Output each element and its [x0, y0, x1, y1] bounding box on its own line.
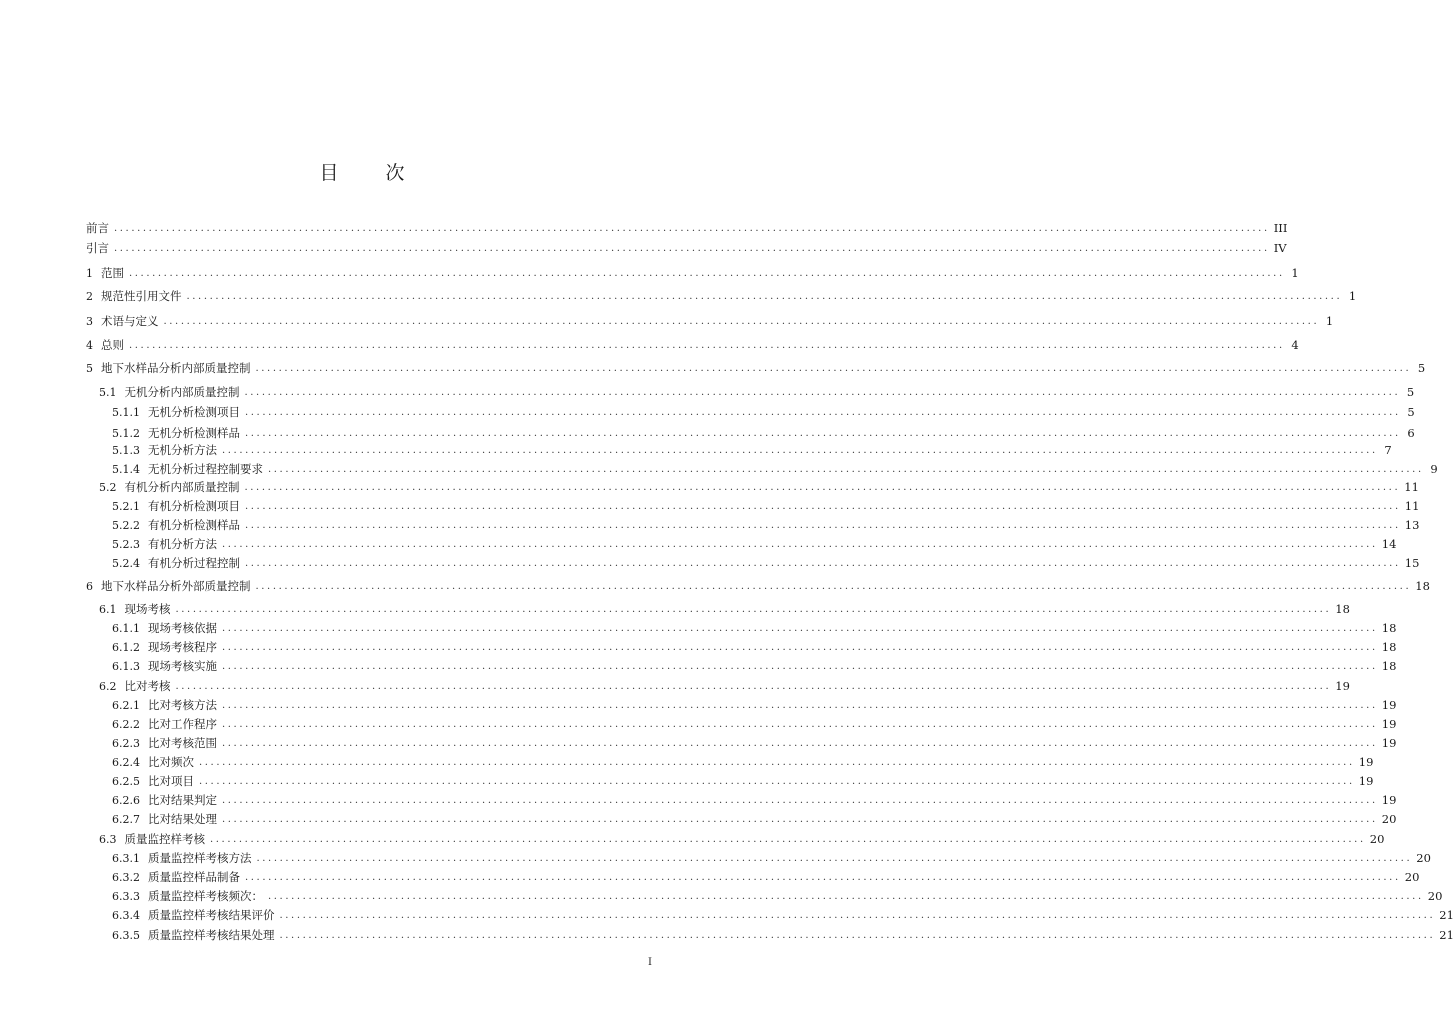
toc-leader-dots: ........................................................................................................................................................................................................ [222, 794, 1378, 806]
toc-leader-dots: ........................................................................................................................................................................................................ [129, 339, 1285, 351]
toc-entry-heading [112, 811, 217, 827]
toc-entry-label: 比对结果判定 [148, 793, 217, 807]
toc-entry-page: III [1273, 221, 1288, 235]
toc-entry-number: 4 [86, 338, 93, 352]
toc-entry-label: 地下水样品分析外部质量控制 [101, 579, 251, 593]
toc-entry-heading [112, 639, 217, 655]
toc-entry-label: 现场考核实施 [148, 659, 217, 673]
toc-entry-page: 9 [1430, 462, 1438, 476]
toc-leader-dots: ........................................................................................................................................................................................................ [244, 481, 1401, 493]
toc-entry-heading [112, 773, 194, 789]
toc-entry-label: 质量监控样考核频次： [148, 889, 263, 903]
toc-entry-label: 质量监控样考核方法 [148, 851, 252, 865]
toc-entry-number: 6.2.4 [112, 755, 140, 769]
toc-entry-heading [86, 240, 109, 256]
toc-entry-label: 术语与定义 [101, 314, 159, 328]
toc-entry-page: 4 [1291, 338, 1299, 352]
toc-leader-dots: ........................................................................................................................................................................................................ [268, 463, 1424, 475]
toc-entry[interactable] [112, 772, 1374, 790]
toc-leader-dots: ........................................................................................................................................................................................................ [222, 699, 1378, 711]
toc-entry-page: 1 [1348, 289, 1357, 303]
toc-entry-label: 质量监控样考核结果处理 [148, 928, 275, 942]
toc-entry-number: 6.3.3 [112, 889, 140, 903]
toc-entry-page: 20 [1416, 851, 1431, 865]
toc-leader-dots: ........................................................................................................................................................................................................ [175, 603, 1332, 615]
toc-leader-dots: ........................................................................................................................................................................................................ [222, 538, 1378, 550]
toc-leader-dots: ........................................................................................................................................................................................................ [255, 580, 1412, 592]
toc-entry-page: 18 [1381, 640, 1397, 654]
toc-entry-label: 有机分析检测样品 [148, 518, 240, 532]
toc-entry-page: 5 [1417, 361, 1426, 375]
toc-leader-dots: ........................................................................................................................................................................................................ [114, 242, 1270, 254]
toc-entry-page: 19 [1358, 774, 1374, 788]
toc-entry-page: 11 [1404, 499, 1420, 513]
toc-entry-label: 比对结果处理 [148, 812, 217, 826]
toc-leader-dots: ........................................................................................................................................................................................................ [245, 427, 1401, 439]
toc-leader-dots: ........................................................................................................................................................................................................ [129, 267, 1285, 279]
toc-entry-heading [86, 265, 124, 281]
toc-entry-label: 比对考核方法 [148, 698, 217, 712]
toc-entry-page: 14 [1381, 537, 1397, 551]
toc-entry-label: 比对考核范围 [148, 736, 217, 750]
toc-leader-dots: ........................................................................................................................................................................................................ [222, 444, 1378, 456]
toc-entry[interactable] [86, 577, 1430, 595]
toc-entry-heading [112, 907, 275, 923]
toc-entry-page: 1 [1291, 266, 1299, 280]
toc-entry-label: 有机分析过程控制 [148, 556, 240, 570]
toc-entry-number: 6.2 [99, 679, 117, 693]
toc-entry-heading [112, 536, 217, 552]
toc-entry-number: 5 [86, 361, 93, 375]
toc-entry-label: 有机分析检测项目 [148, 499, 240, 513]
toc-entry-label: 引言 [86, 241, 109, 255]
toc-entry-number: 6.3 [99, 832, 117, 846]
toc-entry-number: 6.2.3 [112, 736, 140, 750]
toc-entry[interactable] [112, 497, 1420, 515]
toc-entry-label: 无机分析内部质量控制 [124, 385, 240, 399]
toc-entry[interactable] [112, 849, 1431, 867]
toc-entry-page: 19 [1335, 679, 1350, 693]
toc-entry[interactable] [86, 359, 1426, 377]
toc-entry[interactable] [112, 460, 1438, 478]
toc-entry-number: 5.1.2 [112, 426, 140, 440]
toc-entry-number: 5.1.3 [112, 443, 140, 457]
toc-entry-heading [112, 404, 240, 420]
toc-entry-label: 前言 [86, 221, 109, 235]
toc-leader-dots: ........................................................................................................................................................................................................ [222, 660, 1378, 672]
toc-entry[interactable] [86, 336, 1299, 354]
toc-entry-number: 6.3.5 [112, 928, 140, 942]
toc-entry-page: 5 [1407, 405, 1415, 419]
toc-entry-page: 19 [1358, 755, 1374, 769]
toc-entry-label: 地下水样品分析内部质量控制 [101, 361, 251, 375]
toc-entry-heading [112, 927, 275, 943]
toc-entry-number: 6.2.5 [112, 774, 140, 788]
toc-entry-heading [112, 869, 240, 885]
toc-entry-heading [99, 479, 240, 495]
toc-entry[interactable] [86, 287, 1357, 305]
toc-entry-label: 现场考核程序 [148, 640, 217, 654]
toc-entry-number: 5.2.4 [112, 556, 140, 570]
toc-entry[interactable] [112, 554, 1420, 572]
toc-entry-page: IV [1273, 241, 1287, 255]
toc-entry-number: 3 [86, 314, 93, 328]
toc-entry-page: 18 [1381, 659, 1397, 673]
toc-entry-page: 20 [1427, 889, 1443, 903]
toc-leader-dots: ........................................................................................................................................................................................................ [245, 871, 1401, 883]
toc-entry[interactable] [112, 638, 1397, 656]
toc-entry-label: 无机分析检测样品 [148, 426, 240, 440]
toc-entry-page: 6 [1407, 426, 1415, 440]
toc-entry-number: 1 [86, 266, 93, 280]
toc-entry-page: 18 [1415, 579, 1430, 593]
toc-entry[interactable] [99, 383, 1415, 401]
toc-leader-dots: ........................................................................................................................................................................................................ [175, 680, 1332, 692]
toc-entry-page: 5 [1406, 385, 1415, 399]
toc-entry[interactable] [112, 619, 1397, 637]
footer-page-number: I [648, 957, 652, 968]
toc-entry-label: 比对项目 [148, 774, 194, 788]
toc-entry-number: 6.2.6 [112, 793, 140, 807]
toc-entry-number: 5.2 [99, 480, 117, 494]
page-title: 目 次 [319, 162, 419, 184]
toc-entry-label: 比对工作程序 [148, 717, 217, 731]
toc-entry-label: 无机分析过程控制要求 [148, 462, 263, 476]
toc-entry[interactable] [112, 753, 1374, 771]
toc-entry-label: 规范性引用文件 [101, 289, 182, 303]
toc-entry-heading [112, 517, 240, 533]
toc-entry-heading [112, 442, 217, 458]
toc-entry-number: 5.2.2 [112, 518, 140, 532]
toc-entry-heading [112, 425, 240, 441]
toc-entry[interactable] [99, 830, 1385, 848]
toc-entry-number: 6.1.3 [112, 659, 140, 673]
toc-leader-dots: ........................................................................................................................................................................................................ [279, 909, 1436, 921]
toc-entry[interactable] [112, 424, 1415, 442]
toc-entry-label: 有机分析方法 [148, 537, 217, 551]
toc-leader-dots: ........................................................................................................................................................................................................ [245, 557, 1401, 569]
toc-leader-dots: ........................................................................................................................................................................................................ [114, 222, 1270, 234]
toc-leader-dots: ........................................................................................................................................................................................................ [255, 362, 1412, 374]
toc-entry[interactable] [99, 600, 1350, 618]
toc-leader-dots: ........................................................................................................................................................................................................ [244, 386, 1401, 398]
toc-entry-number: 6.3.4 [112, 908, 140, 922]
toc-leader-dots: ........................................................................................................................................................................................................ [163, 315, 1320, 327]
toc-entry[interactable] [112, 887, 1443, 905]
toc-entry-heading [86, 578, 251, 594]
toc-entry-page: 21 [1439, 908, 1454, 922]
toc-entry[interactable] [112, 810, 1397, 828]
toc-entry-heading [112, 716, 217, 732]
toc-entry-label: 质量监控样品制备 [148, 870, 240, 884]
toc-entry-page: 7 [1384, 443, 1392, 457]
toc-leader-dots: ........................................................................................................................................................................................................ [256, 852, 1413, 864]
toc-entry-heading [99, 831, 205, 847]
toc-entry-heading [112, 792, 217, 808]
toc-entry-number: 6.2.1 [112, 698, 140, 712]
toc-entry-heading [86, 288, 182, 304]
toc-entry-number: 6.3.1 [112, 851, 140, 865]
toc-leader-dots: ........................................................................................................................................................................................................ [186, 290, 1343, 302]
toc-entry[interactable] [112, 906, 1454, 924]
toc-entry-page: 20 [1404, 870, 1420, 884]
toc-leader-dots: ........................................................................................................................................................................................................ [279, 929, 1436, 941]
toc-entry-page: 19 [1381, 736, 1397, 750]
toc-entry-heading [112, 658, 217, 674]
toc-entry-label: 无机分析方法 [148, 443, 217, 457]
toc-entry-page: 15 [1404, 556, 1420, 570]
toc-entry-page: 18 [1335, 602, 1350, 616]
toc-entry-number: 6.1.2 [112, 640, 140, 654]
toc-entry-page: 20 [1381, 812, 1397, 826]
toc-entry-number: 5.1.1 [112, 405, 140, 419]
toc-entry-label: 有机分析内部质量控制 [124, 480, 240, 494]
toc-entry-page: 13 [1404, 518, 1420, 532]
toc-entry-heading [112, 888, 263, 904]
toc-leader-dots: ........................................................................................................................................................................................................ [268, 890, 1424, 902]
toc-leader-dots: ........................................................................................................................................................................................................ [245, 406, 1401, 418]
toc-entry-heading [86, 313, 159, 329]
toc-leader-dots: ........................................................................................................................................................................................................ [222, 641, 1378, 653]
toc-entry-heading [86, 360, 251, 376]
toc-entry-label: 无机分析检测项目 [148, 405, 240, 419]
toc-entry-page: 1 [1325, 314, 1334, 328]
toc-entry-number: 5.1.4 [112, 462, 140, 476]
toc-entry[interactable] [112, 441, 1392, 459]
toc-entry[interactable] [99, 478, 1419, 496]
toc-entry-heading [112, 754, 194, 770]
toc-entry-heading [112, 498, 240, 514]
toc-entry-heading [112, 735, 217, 751]
toc-leader-dots: ........................................................................................................................................................................................................ [222, 737, 1378, 749]
toc-entry-page: 19 [1381, 717, 1397, 731]
toc-entry[interactable] [86, 239, 1287, 257]
toc-entry-heading [99, 601, 171, 617]
toc-entry-page: 19 [1381, 793, 1397, 807]
toc-entry-label: 总则 [101, 338, 124, 352]
toc-entry-heading [99, 678, 171, 694]
toc-entry-page: 18 [1381, 621, 1397, 635]
toc-entry[interactable] [112, 535, 1397, 553]
toc-entry[interactable] [112, 403, 1415, 421]
toc-leader-dots: ........................................................................................................................................................................................................ [199, 756, 1355, 768]
toc-leader-dots: ........................................................................................................................................................................................................ [222, 813, 1378, 825]
toc-entry[interactable] [86, 312, 1334, 330]
toc-entry[interactable] [112, 791, 1397, 809]
toc-entry-page: 20 [1369, 832, 1385, 846]
toc-entry-label: 比对频次 [148, 755, 194, 769]
toc-entry[interactable] [112, 926, 1454, 944]
toc-entry[interactable] [86, 264, 1299, 282]
toc-entry-heading [112, 697, 217, 713]
toc-entry[interactable] [112, 516, 1420, 534]
toc-entry-number: 2 [86, 289, 93, 303]
toc-entry-heading [112, 850, 252, 866]
toc-entry-number: 6.2.7 [112, 812, 140, 826]
toc-entry-label: 现场考核 [124, 602, 171, 616]
toc-entry-number: 6.1 [99, 602, 117, 616]
toc-leader-dots: ........................................................................................................................................................................................................ [222, 718, 1378, 730]
toc-entry[interactable] [86, 219, 1288, 237]
toc-entry-label: 比对考核 [124, 679, 171, 693]
toc-entry-heading [86, 220, 109, 236]
toc-entry-heading [99, 384, 240, 400]
toc-entry[interactable] [112, 868, 1420, 886]
toc-entry-label: 质量监控样考核结果评价 [148, 908, 275, 922]
toc-entry-number: 6.3.2 [112, 870, 140, 884]
toc-entry-label: 范围 [101, 266, 124, 280]
toc-entry-heading [112, 620, 217, 636]
toc-leader-dots: ........................................................................................................................................................................................................ [245, 500, 1401, 512]
toc-entry-heading [86, 337, 124, 353]
toc-entry-label: 现场考核依据 [148, 621, 217, 635]
toc-entry-heading [112, 461, 263, 477]
toc-entry-number: 5.2.1 [112, 499, 140, 513]
toc-leader-dots: ........................................................................................................................................................................................................ [245, 519, 1401, 531]
toc-entry-number: 5.2.3 [112, 537, 140, 551]
toc-entry-heading [112, 555, 240, 571]
toc-entry-page: 21 [1439, 928, 1454, 942]
toc-entry-number: 5.1 [99, 385, 117, 399]
toc-entry[interactable] [99, 677, 1350, 695]
toc-entry[interactable] [112, 715, 1397, 733]
toc-entry-number: 6 [86, 579, 93, 593]
toc-leader-dots: ........................................................................................................................................................................................................ [210, 833, 1366, 845]
toc-entry-label: 质量监控样考核 [124, 832, 205, 846]
toc-leader-dots: ........................................................................................................................................................................................................ [222, 622, 1378, 634]
toc-entry-page: 19 [1381, 698, 1397, 712]
toc-entry-number: 6.1.1 [112, 621, 140, 635]
toc-entry[interactable] [112, 657, 1397, 675]
toc-entry[interactable] [112, 696, 1397, 714]
toc-entry-number: 6.2.2 [112, 717, 140, 731]
toc-leader-dots: ........................................................................................................................................................................................................ [199, 775, 1355, 787]
toc-entry[interactable] [112, 734, 1397, 752]
toc-entry-page: 11 [1404, 480, 1419, 494]
